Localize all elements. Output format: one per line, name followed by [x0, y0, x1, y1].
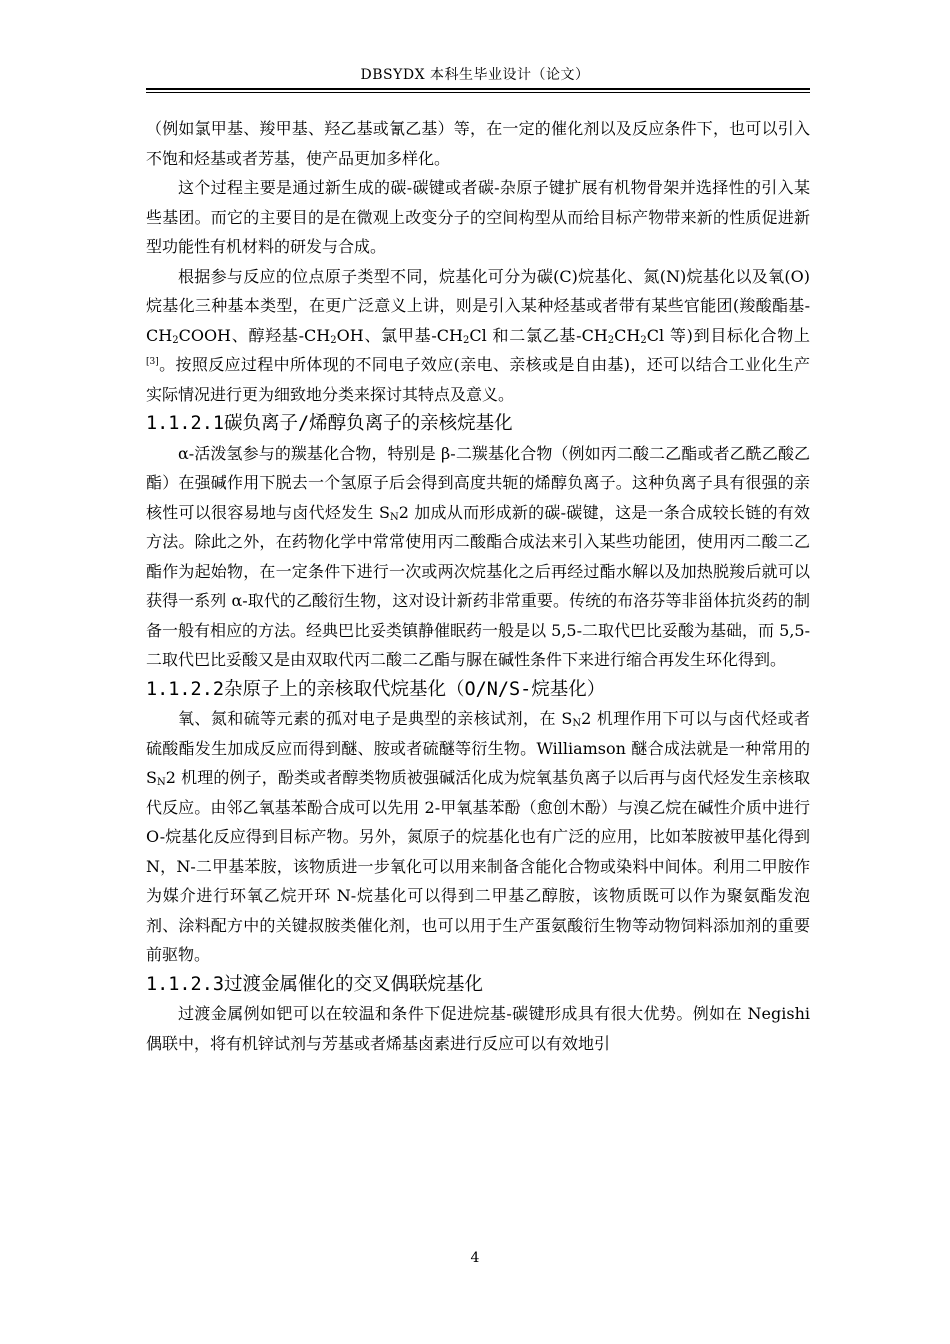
running-header: DBSYDX 本科生毕业设计（论文） — [360, 67, 590, 83]
citation-ref: [3] — [146, 357, 159, 367]
paragraph-cross-coupling: 过渡金属例如钯可以在较温和条件下促进烷基-碳键形成具有很大优势。例如在 Negishi 偶联中，将有机锌试剂与芳基或者烯基卤素进行反应可以有效地引 — [146, 1004, 810, 1053]
page-number: 4 — [470, 1250, 480, 1266]
paragraph-carbanion: α-活泼氢参与的羰基化合物，特别是 β-二羰基化合物（例如丙二酸二乙酯或者乙酰乙酸乙酯）在强碱作用下脱去一个氢原子后会得到高度共轭的烯醇负离子。这种负离子具有很强的亲核性可以很容易地与卤代烃发生 $S_N2$ 加成从而形成新的碳-碳键，这是一条合成较长链的有效方法。除此之外，在药物化学中常常使用丙二酸酯合成法来引入某些功能团，使用丙二酸二乙酯作为起始物，在一定条件下进行一次或两次烷基化之后再经过酯水解以及加热脱羧后就可以获得一系列 α-取代的乙酸衍生物，这对设计新药非常重要。传统的布洛芬等非甾体抗炎药的制备一般有相应的方法。经典巴比妥类镇静催眠药一般是以 5,5-二取代巴比妥酸为基础，而 5,5-二取代巴比妥酸又是由双取代丙二酸二乙酯与脲在碱性条件下来进行缩合再发生环化得到。 — [146, 443, 810, 669]
section-heading: 1.1.2.2杂原子上的亲核取代烷基化（O/N/S-烷基化） — [146, 678, 606, 700]
paragraph-alkylation-types: 根据参与反应的位点原子类型不同，烷基化可分为碳(C)烷基化、氮(N)烷基化以及氧(O)烷基化三种基本类型，在更广泛意义上讲，则是引入某种烃基或者带有某些官能团(羧酸酯基$-CH_2COOH$、醇羟基$-CH_2OH$、氯甲基$-CH_2Cl$ 和二氯乙基$-CH_2CH_2Cl$ 等)到目标化合物上[3]。按照反应过程中所体现的不同电子效应(亲电、亲核或是自由基)，还可以结合工业化生产实际情况进行更为细致地分类来探讨其特点及意义。 — [146, 266, 810, 404]
paragraph-heteroatom: 氧、氮和硫等元素的孤对电子是典型的亲核试剂，在 $S_N2$ 机理作用下可以与卤代烃或者硫酸酯发生加成反应而得到醚、胺或者硫醚等衍生物。Williamson 醚合成法就是一种常用的 $S_N2$ 机理的例子，酚类或者醇类物质被强碱活化成为烷氧基负离子以后再与卤代烃发生亲核取代反应。由邻乙氧基苯酚合成可以先用 2-甲氧基苯酚（愈创木酚）与溴乙烷在碱性介质中进行 O-烷基化反应得到目标产物。另外，氮原子的烷基化也有广泛的应用，比如苯胺被甲基化得到 N，N-二甲基苯胺，该物质进一步氧化可以用来制备含能化合物或染料中间体。利用二甲胺作为媒介进行环氧乙烷开环 N-烷基化可以得到二甲基乙醇胺，该物质既可以作为聚氨酯发泡剂、涂料配方中的关键叔胺类催化剂，也可以用于生产蛋氨酸衍生物等动物饲料添加剂的重要前驱物。 — [146, 709, 810, 964]
section-heading: 1.1.2.3过渡金属催化的交叉偶联烷基化 — [146, 973, 483, 995]
section-heading: 1.1.2.1碳负离子/烯醇负离子的亲核烷基化 — [146, 413, 513, 434]
header-rule-thick — [146, 88, 810, 90]
paragraph-continuation: （例如氯甲基、羧甲基、羟乙基或氰乙基）等，在一定的催化剂以及反应条件下，也可以引入不饱和烃基或者芳基，使产品更加多样化。 — [146, 119, 810, 168]
paragraph: 这个过程主要是通过新生成的碳-碳键或者碳-杂原子键扩展有机物骨架并选择性的引入某些基团。而它的主要目的是在微观上改变分子的空间构型从而给目标产物带来新的性质促进新型功能性有机材料的研发与合成。 — [146, 178, 810, 256]
header-rule-thin — [146, 92, 810, 93]
document-body — [146, 114, 810, 1058]
